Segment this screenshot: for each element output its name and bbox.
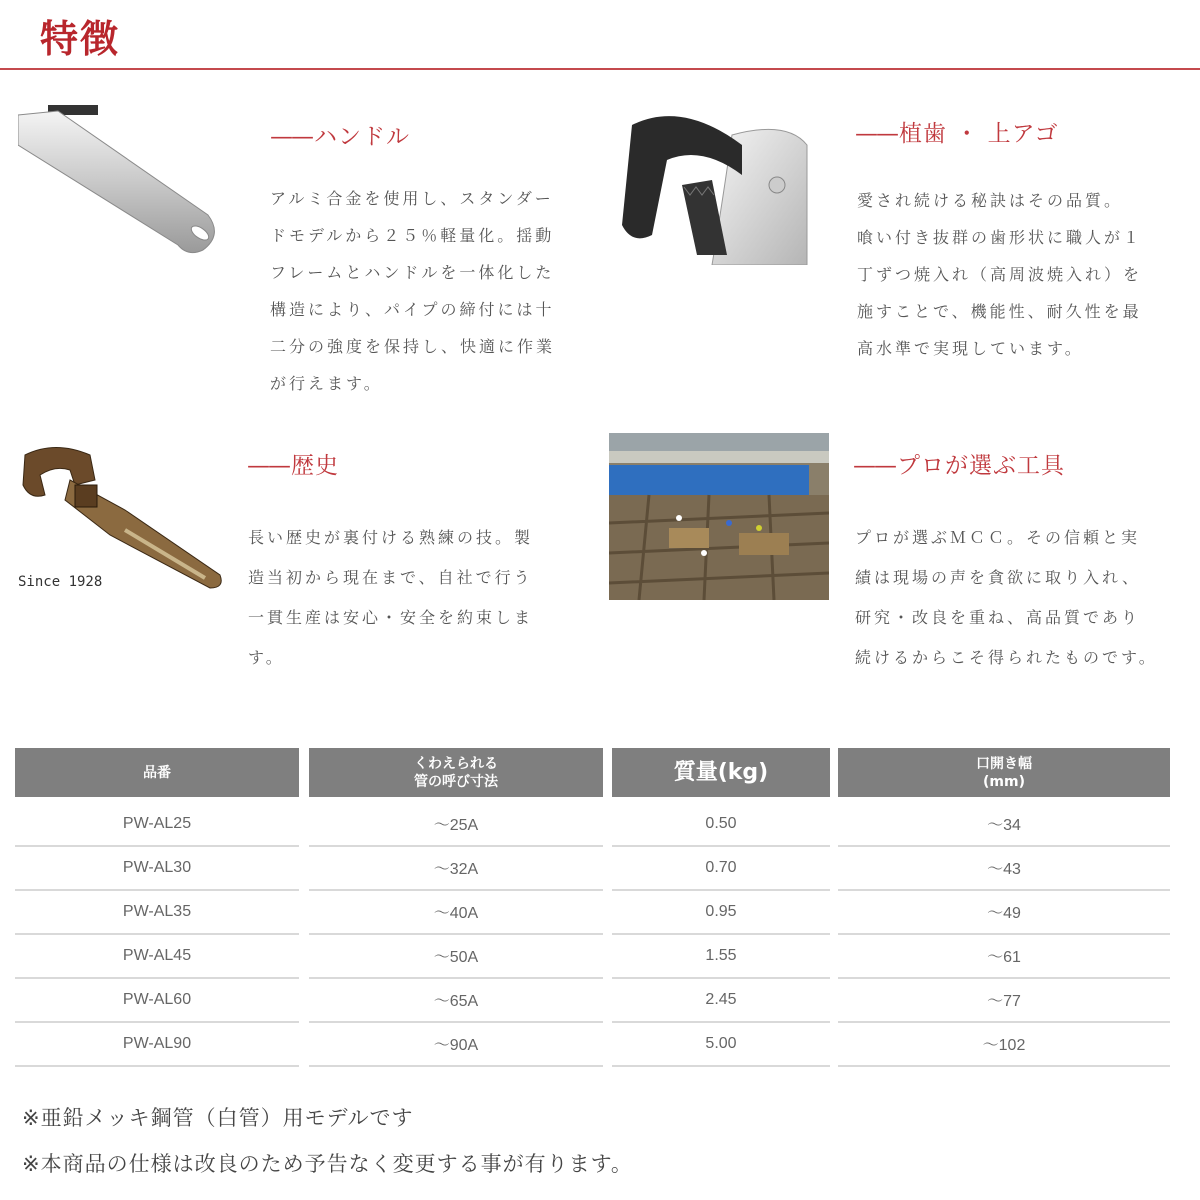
cell-model: PW-AL45	[15, 934, 299, 979]
text-line: 施すことで、機能性、耐久性を最	[857, 302, 1142, 321]
cell-weight: 0.70	[612, 846, 830, 891]
cell-model: PW-AL90	[15, 1022, 299, 1067]
cell-pipe-size: ～25A	[309, 802, 603, 847]
text-line: 造当初から現在まで、自社で行う	[248, 568, 533, 587]
cell-jaw-opening: ～49	[838, 890, 1170, 935]
cell-weight: 2.45	[612, 978, 830, 1023]
cell-model: PW-AL35	[15, 890, 299, 935]
text-line: 長い歴史が裏付ける熟練の技。製	[248, 528, 534, 547]
handle-image	[18, 105, 218, 265]
header-divider	[0, 68, 1200, 70]
text-line: 一貫生産は安心・安全を約束しま	[248, 608, 534, 627]
header-pipe-size: くわえられる 管の呼び寸法	[309, 748, 603, 797]
feature-body-history	[248, 518, 533, 678]
feature-heading-history: ——歴史	[247, 453, 339, 479]
text-line: 丁ずつ焼入れ（高周波焼入れ）を	[857, 265, 1143, 284]
header-jaw-opening: 口開き幅 (mm)	[838, 748, 1170, 797]
table-row	[15, 934, 1170, 978]
cell-weight: 5.00	[612, 1022, 830, 1067]
construction-site-photo	[609, 433, 829, 600]
text-line: フレームとハンドルを一体化した	[270, 263, 555, 282]
header-model: 品番	[15, 748, 299, 797]
jaw-image	[612, 105, 812, 265]
feature-heading-jaw: ——植歯 ・ 上アゴ	[855, 121, 1059, 147]
feature-body-handle	[270, 180, 555, 402]
cell-jaw-opening: ～34	[838, 802, 1170, 847]
text-line: 績は現場の声を貪欲に取り入れ、	[855, 568, 1141, 587]
feature-heading-handle: ——ハンドル	[270, 124, 410, 150]
text-line: 喰い付き抜群の歯形状に職人が１	[857, 228, 1143, 247]
cell-pipe-size: ～32A	[309, 846, 603, 891]
text-line: 高水準で実現しています。	[857, 339, 1084, 358]
cell-jaw-opening: ～77	[838, 978, 1170, 1023]
text-line: 愛され続ける秘訣はその品質。	[857, 191, 1124, 210]
page-title: 特徴	[40, 17, 121, 61]
since-caption: Since 1928	[18, 574, 103, 590]
table-row	[15, 890, 1170, 934]
cell-pipe-size: ～90A	[309, 1022, 603, 1067]
cell-pipe-size: ～65A	[309, 978, 603, 1023]
feature-body-pro	[855, 518, 1158, 678]
cell-jaw-opening: ～61	[838, 934, 1170, 979]
cell-jaw-opening: ～102	[838, 1022, 1170, 1067]
cell-weight: 1.55	[612, 934, 830, 979]
text-line: す。	[248, 648, 285, 667]
text-line: ドモデルから２５％軽量化。揺動	[270, 226, 555, 245]
cell-jaw-opening: ～43	[838, 846, 1170, 891]
text-line: アルミ合金を使用し、スタンダー	[270, 189, 554, 208]
cell-weight: 0.95	[612, 890, 830, 935]
table-row	[15, 978, 1170, 1022]
text-line: プロが選ぶＭＣＣ。その信頼と実	[855, 528, 1141, 547]
cell-pipe-size: ～40A	[309, 890, 603, 935]
cell-pipe-size: ～50A	[309, 934, 603, 979]
cell-model: PW-AL60	[15, 978, 299, 1023]
text-line: 研究・改良を重ね、高品質であり	[855, 608, 1141, 627]
feature-heading-pro: ——プロが選ぶ工具	[853, 453, 1065, 479]
vintage-wrench-image	[15, 440, 225, 590]
cell-weight: 0.50	[612, 802, 830, 847]
feature-body-jaw	[857, 182, 1142, 367]
header-weight: 質量(kg)	[612, 748, 830, 797]
cell-model: PW-AL25	[15, 802, 299, 847]
text-line: 構造により、パイプの締付には十	[270, 300, 555, 319]
note-spec-change: ※本商品の仕様は改良のため予告なく変更する事が有ります。	[22, 1152, 633, 1176]
text-line: 二分の強度を保持し、快適に作業	[270, 337, 556, 356]
table-row	[15, 1022, 1170, 1066]
text-line: が行えます。	[270, 374, 383, 393]
text-line: 続けるからこそ得られたものです。	[855, 648, 1158, 667]
note-galvanized-pipe: ※亜鉛メッキ鋼管（白管）用モデルです	[22, 1106, 414, 1130]
table-row	[15, 846, 1170, 890]
table-row	[15, 802, 1170, 846]
cell-model: PW-AL30	[15, 846, 299, 891]
